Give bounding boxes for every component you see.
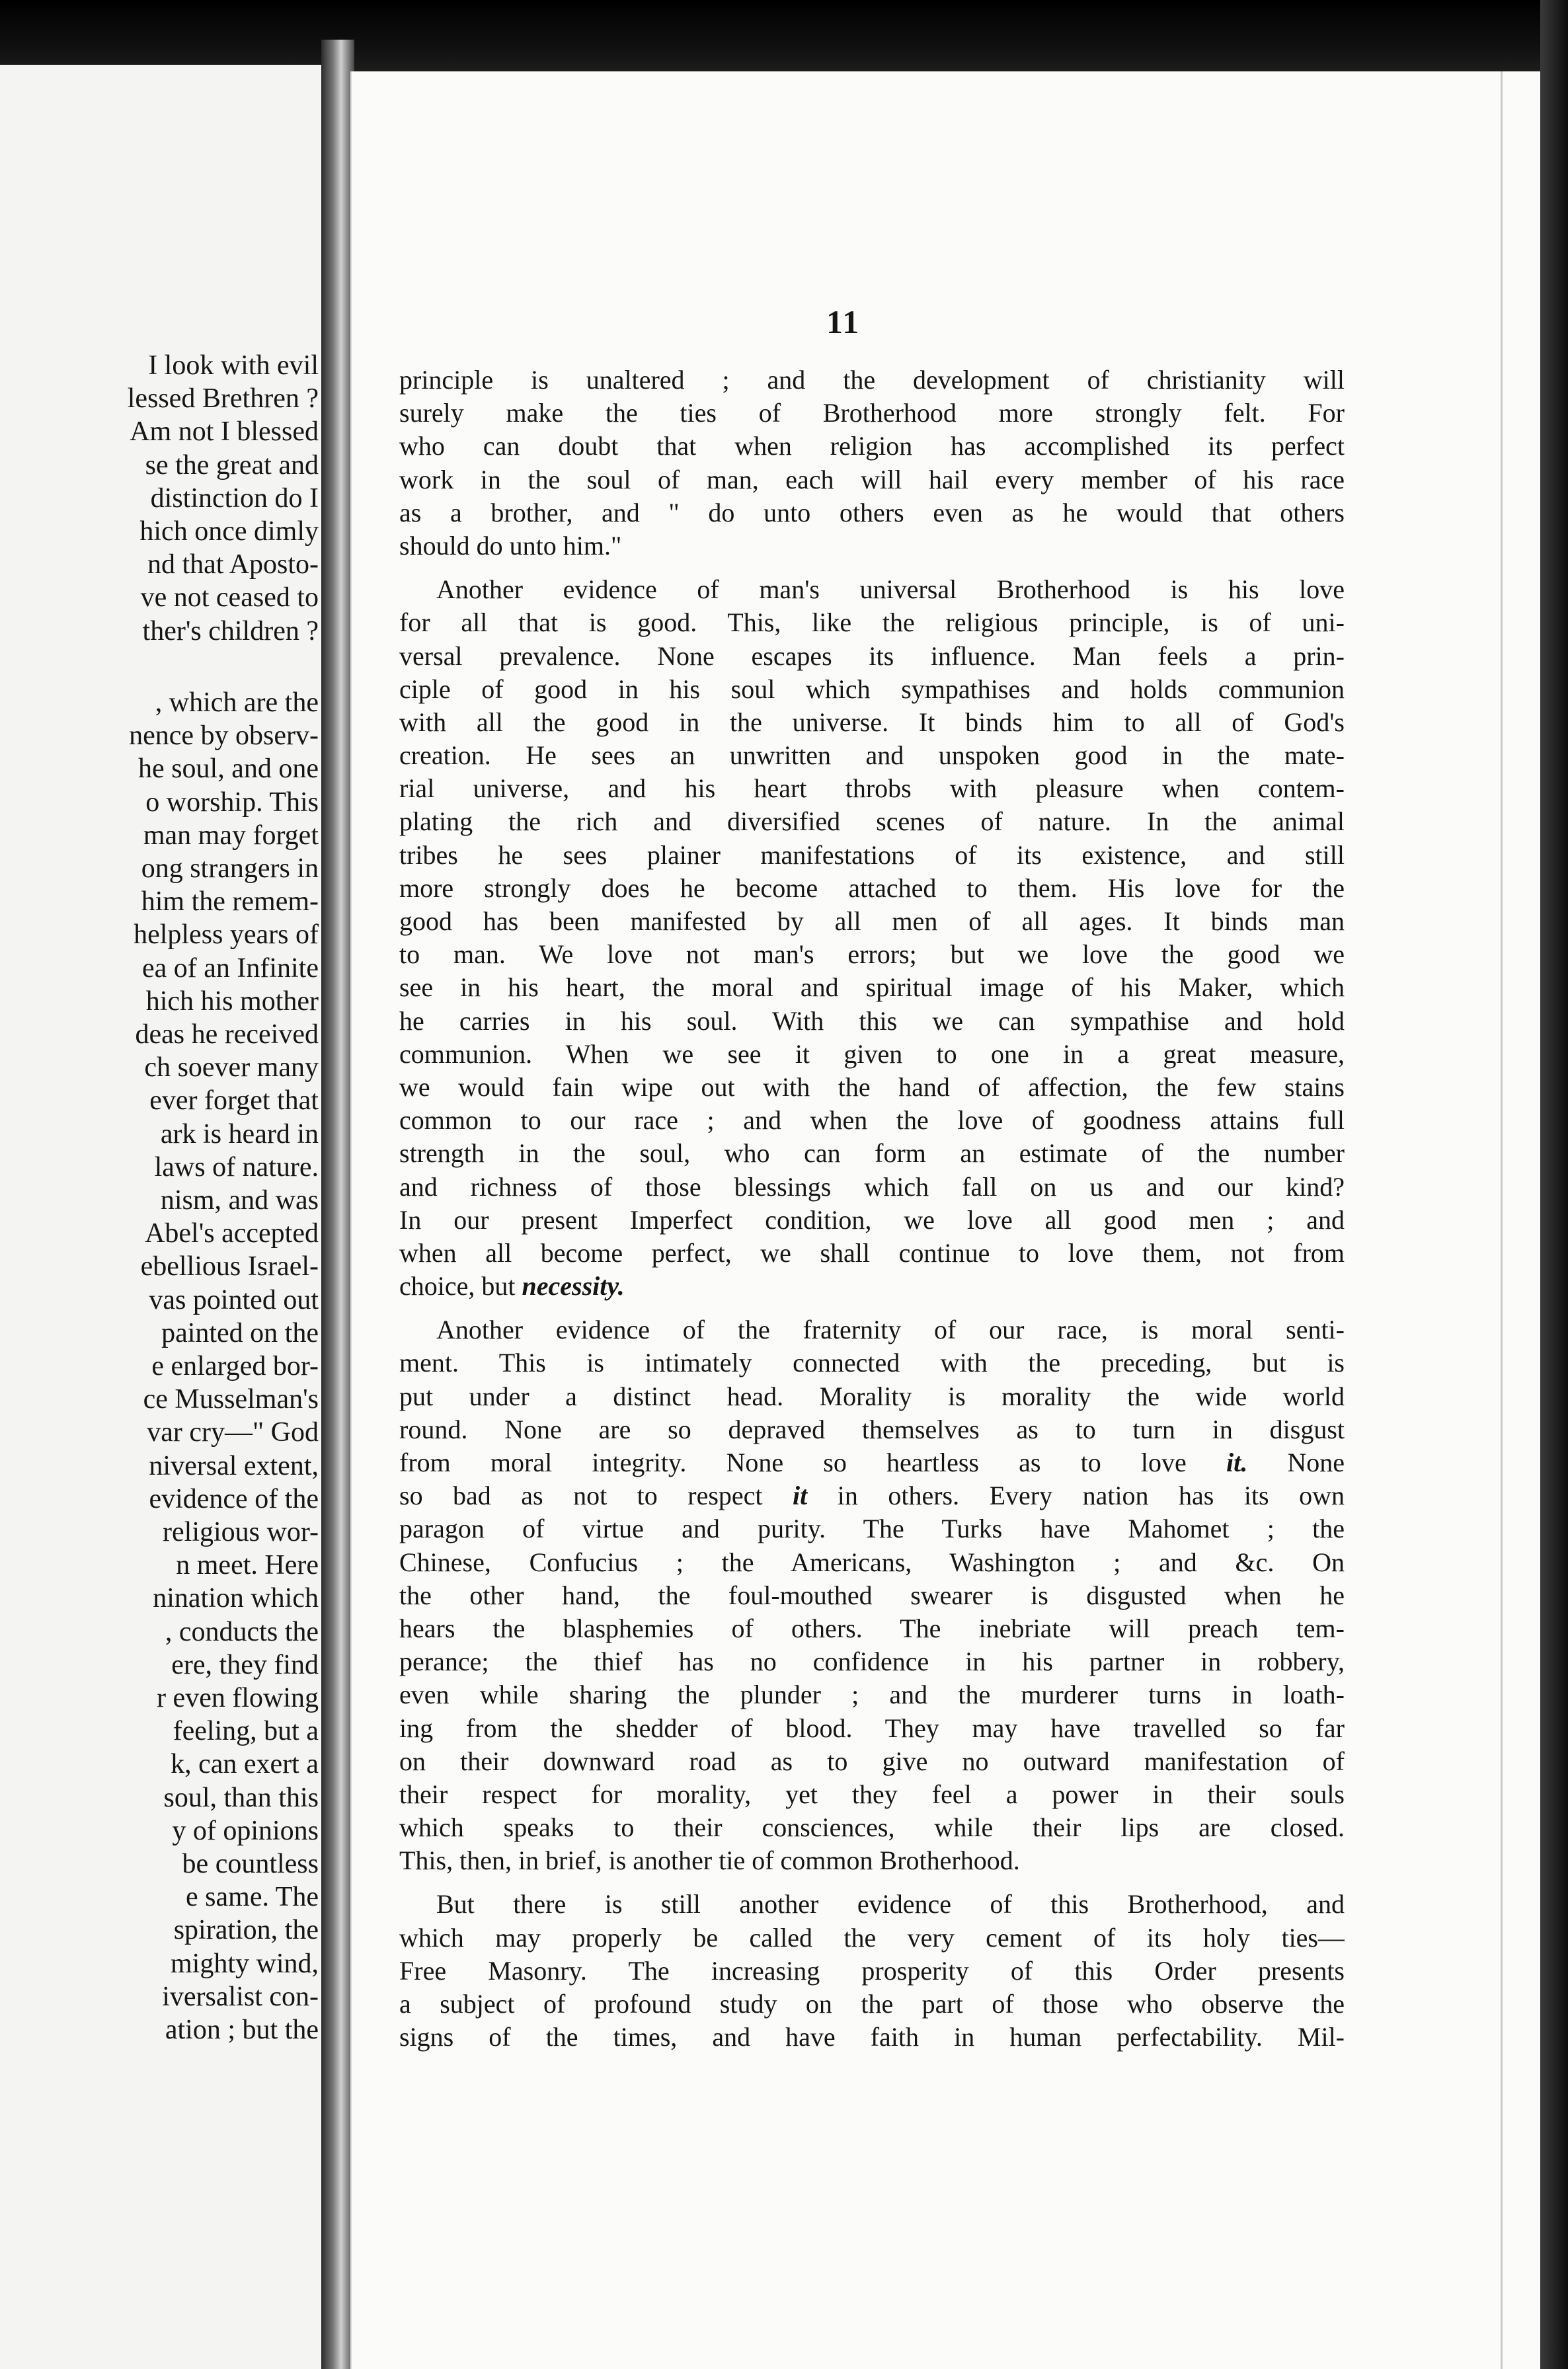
text-line: perance; the thief has no confidence in his partner in robbery,	[399, 1647, 1345, 1677]
text-line: common to our race ; and when the love of goodness attains full	[399, 1105, 1345, 1136]
facing-page-line: soul, than this	[163, 1782, 319, 1813]
text-line: Another evidence of man's universal Brotherhood is his love	[436, 574, 1345, 605]
facing-page-line: , conducts the	[165, 1616, 319, 1647]
text-line: principle is unaltered ; and the development of christianity will	[399, 365, 1345, 395]
facing-page-line: Am not I blessed	[130, 416, 319, 447]
emphasis-text: necessity.	[522, 1271, 625, 1301]
text-line: communion. When we see it given to one in a great measure,	[399, 1038, 1345, 1069]
text-line: put under a distinct head. Morality is morality the wide world	[399, 1381, 1345, 1411]
text-line: see in his heart, the moral and spiritual image of his Maker, which	[399, 972, 1345, 1003]
text-line: the other hand, the foul-mouthed swearer is disgusted when he	[399, 1580, 1345, 1610]
text-span: in others. Every nation has its own	[837, 1481, 1345, 1511]
facing-page-line: nd that Aposto-	[147, 549, 319, 580]
facing-page-line: evidence of the	[149, 1483, 319, 1514]
text-line: who can doubt that when religion has accomplished its perfect	[399, 431, 1345, 461]
text-line: which speaks to their consciences, while their lips are closed.	[399, 1812, 1345, 1843]
facing-page-line: nence by observ-	[129, 720, 319, 752]
text-line: ing from the shedder of blood. They may have travelled so far	[399, 1713, 1345, 1743]
paragraph-1	[399, 364, 1345, 563]
paragraph-3	[399, 1313, 1345, 1877]
text-span: choice, but	[399, 1271, 516, 1301]
facing-page-line: ce Musselman's	[143, 1384, 319, 1415]
facing-page-line: n meet. Here	[176, 1550, 319, 1581]
facing-page-line: se the great and	[145, 449, 319, 481]
facing-page-line: ther's children ?	[142, 615, 319, 646]
facing-page-line: I look with evil	[148, 350, 319, 381]
text-span: so bad as not to respect	[399, 1481, 763, 1511]
text-line: their respect for morality, yet they feel a power in their souls	[399, 1779, 1345, 1809]
text-line: versal prevalence. None escapes its influence. Man feels a prin-	[399, 641, 1345, 671]
facing-page-line: e enlarged bor-	[151, 1351, 319, 1381]
facing-page-line: religious wor-	[163, 1517, 319, 1547]
facing-page-line: spiration, the	[173, 1915, 319, 1946]
facing-page-line: vas pointed out	[149, 1284, 319, 1315]
text-line: Chinese, Confucius ; the Americans, Washington ; and &c. On	[399, 1547, 1345, 1577]
text-line: signs of the times, and have faith in human perfectability. Mil-	[399, 2022, 1345, 2052]
text-line: In our present Imperfect condition, we love all good men ; and	[399, 1204, 1345, 1235]
facing-page-line: him the remem-	[141, 886, 319, 917]
paragraph-4	[399, 1888, 1345, 2054]
text-line: ment. This is intimately connected with the preceding, but is	[399, 1348, 1345, 1378]
facing-page-line: Abel's accepted	[145, 1218, 319, 1249]
text-line	[399, 1446, 1345, 1479]
facing-page-line: lessed Brethren ?	[127, 383, 319, 414]
text-line: round. None are so depraved themselves as to turn in disgust	[399, 1414, 1345, 1444]
facing-page-line: ve not ceased to	[140, 582, 319, 613]
facing-page-line: ation ; but the	[165, 2015, 319, 2045]
text-line: surely make the ties of Brotherhood more strongly felt. For	[399, 398, 1345, 428]
text-line: on their downward road as to give no outward manifestation of	[399, 1746, 1345, 1776]
facing-page-line: nination which	[153, 1583, 319, 1614]
text-line: ciple of good in his soul which sympathises and holds communion	[399, 674, 1345, 704]
emphasis-text: it	[793, 1481, 808, 1511]
text-line	[399, 1479, 1345, 1512]
scan-edge	[1540, 0, 1568, 2369]
page-number: 11	[826, 303, 861, 340]
facing-page-line: ever forget that	[149, 1085, 319, 1116]
facing-page-line: be countless	[182, 1849, 319, 1879]
text-span: None	[1287, 1448, 1345, 1477]
paragraph-2	[399, 573, 1345, 1303]
facing-page-line: man may forget	[143, 820, 319, 851]
facing-page-line: var cry—" God	[147, 1417, 319, 1448]
text-line: paragon of virtue and purity. The Turks have Mahomet ; the	[399, 1514, 1345, 1544]
book-spine	[321, 40, 354, 2369]
emphasis-text: it.	[1226, 1448, 1248, 1477]
text-line: plating the rich and diversified scenes of nature. In the animal	[399, 806, 1345, 837]
text-line: he carries in his soul. With this we can sympathise and hold	[399, 1005, 1345, 1036]
facing-page-line: mighty wind,	[170, 1948, 319, 1979]
text-line: as a brother, and " do unto others even as he would that others	[399, 497, 1345, 527]
facing-page-line: hich once dimly	[139, 516, 319, 547]
text-line: tribes he sees plainer manifestations of its existence, and still	[399, 839, 1345, 870]
text-line: we would fain wipe out with the hand of affection, the few stains	[399, 1071, 1345, 1102]
facing-page-line: he soul, and one	[138, 754, 319, 785]
text-line: good has been manifested by all men of all ages. It binds man	[399, 906, 1345, 936]
text-line: even while sharing the plunder ; and the murderer turns in loath-	[399, 1680, 1345, 1710]
facing-page-line: ch soever many	[144, 1052, 319, 1083]
text-line: work in the soul of man, each will hail every member of his race	[399, 464, 1345, 494]
facing-page-line: iversalist con-	[162, 1981, 319, 2012]
facing-page-line: ebellious Israel-	[140, 1251, 319, 1282]
facing-page-line: feeling, but a	[173, 1716, 319, 1747]
facing-page-line: distinction do I	[150, 483, 319, 514]
text-line: and richness of those blessings which fall on us and our kind?	[399, 1171, 1345, 1202]
text-line: to man. We love not man's errors; but we love the good we	[399, 939, 1345, 970]
facing-page-line: ere, they find	[171, 1649, 319, 1680]
facing-page-line: y of opinions	[172, 1815, 319, 1846]
text-line: should do unto him."	[399, 530, 622, 561]
text-line: when all become perfect, we shall continue to love them, not from	[399, 1237, 1345, 1268]
text-line: hears the blasphemies of others. The inebriate will preach tem-	[399, 1613, 1345, 1643]
text-line: with all the good in the universe. It binds him to all of God's	[399, 707, 1345, 737]
facing-page-line: ong strangers in	[141, 853, 319, 884]
text-line: But there is still another evidence of this Brotherhood, and	[436, 1889, 1345, 1920]
facing-page-line: painted on the	[161, 1317, 319, 1348]
facing-page-fragment	[0, 65, 327, 2369]
facing-page-line: , which are the	[155, 687, 319, 718]
page-edge-line	[1501, 71, 1503, 2369]
facing-page-line: hich his mother	[145, 986, 319, 1017]
facing-page-line: deas he received	[135, 1019, 319, 1050]
facing-page-line: r even flowing	[157, 1683, 319, 1713]
facing-page-line: laws of nature.	[154, 1151, 319, 1183]
text-line: Free Masonry. The increasing prosperity of this Order presents	[399, 1955, 1345, 1986]
text-line	[399, 1270, 1345, 1303]
facing-page-line: ark is heard in	[160, 1118, 319, 1149]
facing-page-line: o worship. This	[145, 787, 319, 818]
facing-page-line: niversal extent,	[149, 1450, 319, 1481]
text-line: rial universe, and his heart throbs with pleasure when contem-	[399, 773, 1345, 804]
text-line: for all that is good. This, like the religious principle, is of uni-	[399, 607, 1345, 638]
facing-page-line: e same. The	[186, 1882, 319, 1913]
facing-page-line: nism, and was	[160, 1185, 319, 1216]
facing-page-line: ea of an Infinite	[141, 952, 319, 984]
text-line: creation. He sees an unwritten and unspoken good in the mate-	[399, 740, 1345, 771]
text-span: from moral integrity. None so heartless as to love	[399, 1448, 1187, 1477]
body-text	[399, 364, 1345, 2054]
text-line: more strongly does he become attached to them. His love for the	[399, 873, 1345, 903]
facing-page-line: k, can exert a	[171, 1749, 319, 1780]
text-line: a subject of profound study on the part of those who observe the	[399, 1989, 1345, 2019]
text-line: This, then, in brief, is another tie of common Brotherhood.	[399, 1845, 1020, 1876]
facing-page-line: helpless years of	[134, 919, 319, 951]
text-line: Another evidence of the fraternity of our race, is moral senti-	[436, 1315, 1345, 1345]
text-line: strength in the soul, who can form an estimate of the number	[399, 1138, 1345, 1169]
text-line: which may properly be called the very cement of its holy ties—	[399, 1922, 1345, 1953]
